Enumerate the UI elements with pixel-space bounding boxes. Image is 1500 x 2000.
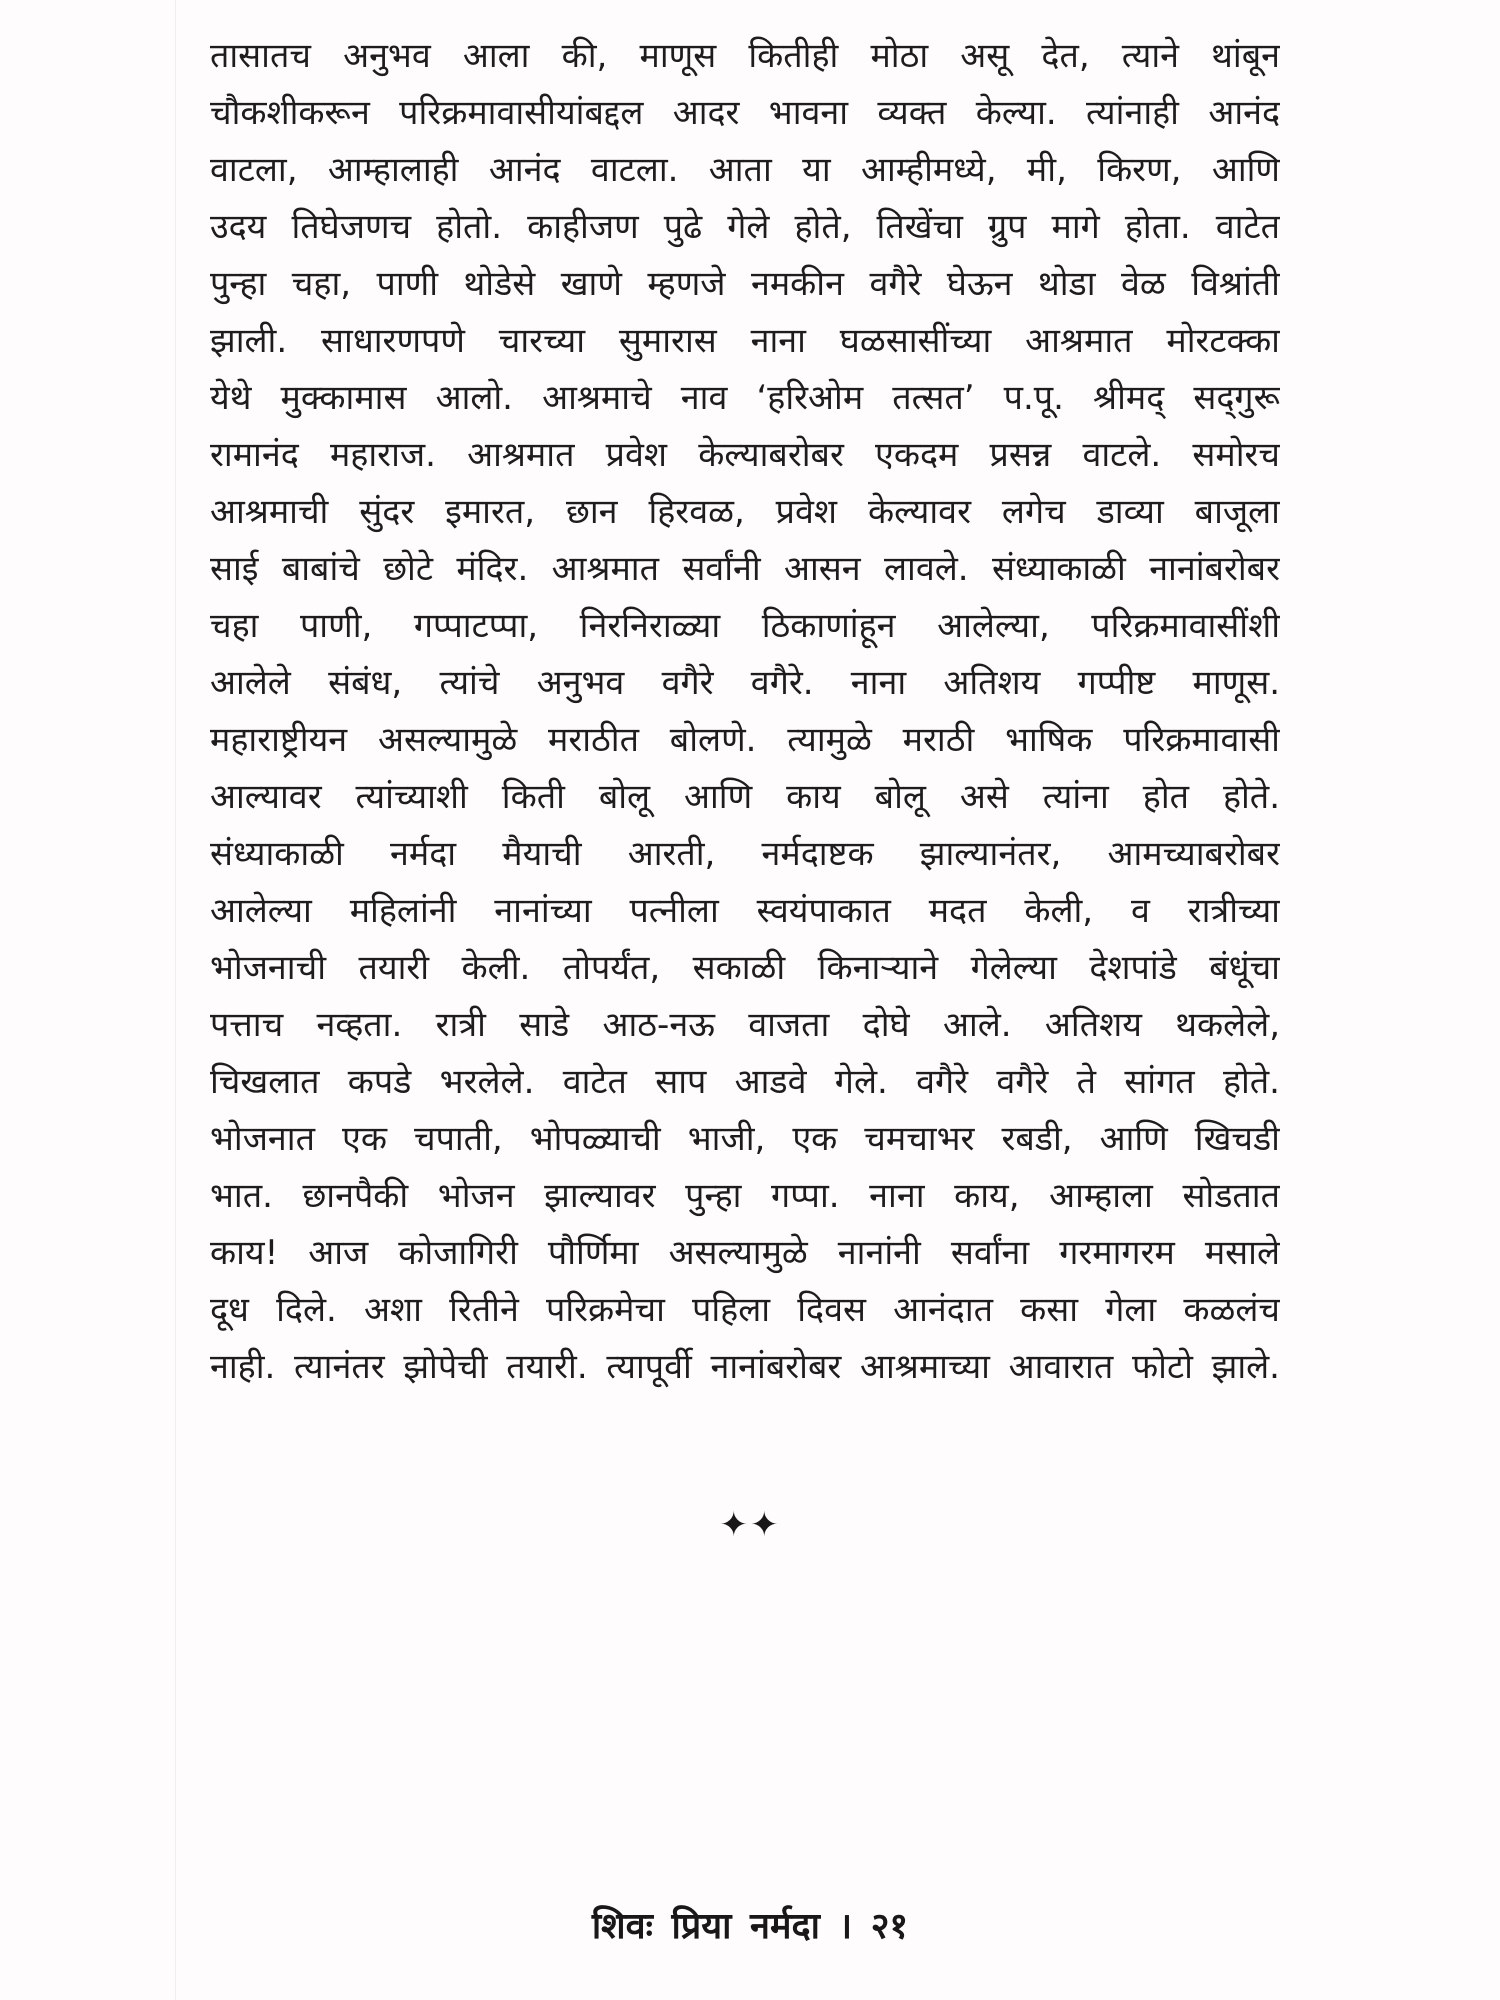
text-line: नाही. त्यानंतर झोपेची तयारी. त्यापूर्वी नानांबरोबर आश्रमाच्या आवारात फोटो झाले. [210,1347,1280,1387]
text-line: चहा पाणी, गप्पाटप्पा, निरनिराळ्या ठिकाणांहून आलेल्या, परिक्रमावासींशी [210,606,1280,646]
text-line: आलेले संबंध, त्यांचे अनुभव वगैरे वगैरे. नाना अतिशय गप्पीष्ट माणूस. [210,663,1280,703]
text-line: भोजनाची तयारी केली. तोपर्यंत, सकाळी किनाऱ्याने गेलेल्या देशपांडे बंधूंचा [210,948,1280,988]
text-line: चिखलात कपडे भरलेले. वाटेत साप आडवे गेले. वगैरे वगैरे ते सांगत होते. [210,1062,1280,1102]
text-line: आश्रमाची सुंदर इमारत, छान हिरवळ, प्रवेश केल्यावर लगेच डाव्या बाजूला [210,492,1280,532]
page-footer: शिवः प्रिया नर्मदा । २१ [591,1906,909,1947]
text-line: पत्ताच नव्हता. रात्री साडे आठ-नऊ वाजता दोघे आले. अतिशय थकलेले, [210,1005,1280,1045]
text-line: साई बाबांचे छोटे मंदिर. आश्रमात सर्वांनी आसन लावले. संध्याकाळी नानांबरोबर [210,549,1280,589]
text-line: महाराष्ट्रीयन असल्यामुळे मराठीत बोलणे. त्यामुळे मराठी भाषिक परिक्रमावासी [210,720,1280,760]
body-text [210,28,1280,1396]
text-line: दूध दिले. अशा रितीने परिक्रमेचा पहिला दिवस आनंदात कसा गेला कळलंच [210,1290,1280,1330]
text-line: आलेल्या महिलांनी नानांच्या पत्नीला स्वयंपाकात मदत केली, व रात्रीच्या [210,891,1280,931]
text-line: चौकशीकरून परिक्रमावासीयांबद्दल आदर भावना व्यक्त केल्या. त्यांनाही आनंद [210,93,1280,133]
text-line: भात. छानपैकी भोजन झाल्यावर पुन्हा गप्पा. नाना काय, आम्हाला सोडतात [210,1176,1280,1216]
text-line: भोजनात एक चपाती, भोपळ्याची भाजी, एक चमचाभर रबडी, आणि खिचडी [210,1119,1280,1159]
section-end-ornament: ✦✦ [719,1505,781,1545]
text-line: तासातच अनुभव आला की, माणूस कितीही मोठा असू देत, त्याने थांबून [210,36,1280,76]
text-line: येथे मुक्कामास आलो. आश्रमाचे नाव ‘हरिओम तत्सत’ प.पू. श्रीमद् सद्‌गुरू [210,378,1280,418]
text-line: काय! आज कोजागिरी पौर्णिमा असल्यामुळे नानांनी सर्वांना गरमागरम मसाले [210,1233,1280,1273]
text-line: आल्यावर त्यांच्याशी किती बोलू आणि काय बोलू असे त्यांना होत होते. [210,777,1280,817]
text-line: झाली. साधारणपणे चारच्या सुमारास नाना घळसासींच्या आश्रमात मोरटक्का [210,321,1280,361]
text-line: वाटला, आम्हालाही आनंद वाटला. आता या आम्हीमध्ये, मी, किरण, आणि [210,150,1280,190]
text-line: उदय तिघेजणच होतो. काहीजण पुढे गेले होते, तिखेंचा ग्रुप मागे होता. वाटेत [210,207,1280,247]
text-line: रामानंद महाराज. आश्रमात प्रवेश केल्याबरोबर एकदम प्रसन्न वाटले. समोरच [210,435,1280,475]
text-line: संध्याकाळी नर्मदा मैयाची आरती, नर्मदाष्टक झाल्यानंतर, आमच्याबरोबर [210,834,1280,874]
text-line: पुन्हा चहा, पाणी थोडेसे खाणे म्हणजे नमकीन वगैरे घेऊन थोडा वेळ विश्रांती [210,264,1280,304]
page-edge-shadow [175,0,176,2000]
